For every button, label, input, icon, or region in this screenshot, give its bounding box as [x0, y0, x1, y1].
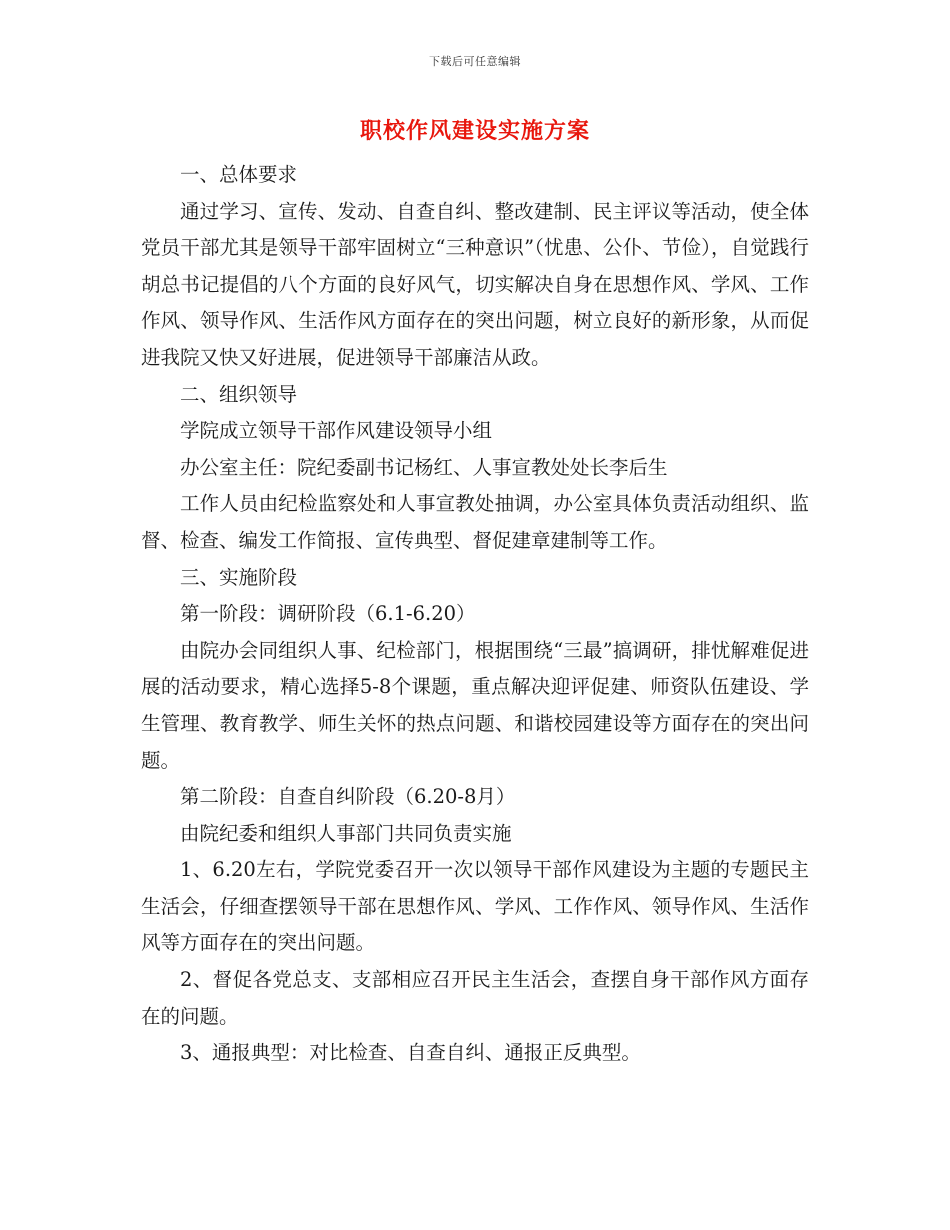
paragraph: 办公室主任：院纪委副书记杨红、人事宣教处处长李后生: [180, 455, 668, 479]
paragraph: 通过学习、宣传、发动、自查自纠、整改建制、民主评议等活动，使全体党员干部尤其是领导干部牢固树立“三种意识”（忧患、公仆、节俭），自觉践行胡总书记提倡的八个方面的良好风气，切实解决自身在思想作风、学风、工作作风、领导作风、生活作风方面存在的突出问题，树立良好的新形象，从而促进我院又快又好进展，促进领导干部廉洁从政。: [141, 199, 809, 369]
phase-heading: 第一阶段：调研阶段（6.1-6.20）: [180, 602, 476, 626]
paragraph: 由院纪委和组织人事部门共同负责实施: [180, 821, 512, 845]
paragraph: 由院办会同组织人事、纪检部门，根据围绕“三最”搞调研，排忧解难促进展的活动要求，精心选择5-8个课题，重点解决迎评促建、师资队伍建设、学生管理、教育教学、师生关怀的热点问题、和谐校园建设等方面存在的突出问题。: [141, 638, 809, 772]
document-title: 职校作风建设实施方案: [359, 118, 590, 144]
list-item: 1、6.20左右，学院党委召开一次以领导干部作风建设为主题的专题民主生活会，仔细查摆领导干部在思想作风、学风、工作作风、领导作风、生活作风等方面存在的突出问题。: [141, 858, 809, 955]
section-heading: 三、实施阶段: [180, 565, 298, 589]
phase-heading: 第二阶段：自查自纠阶段（6.20-8月）: [180, 785, 516, 809]
header-note: 下载后可任意编辑: [429, 55, 521, 68]
paragraph: 学院成立领导干部作风建设领导小组: [180, 419, 493, 443]
list-item: 3、通报典型：对比检查、自查自纠、通报正反典型。: [180, 1041, 641, 1065]
document-body: [141, 157, 809, 1072]
paragraph: 工作人员由纪检监察处和人事宣教处抽调，办公室具体负责活动组织、监督、检查、编发工作简报、宣传典型、督促建章建制等工作。: [141, 492, 809, 552]
section-heading: 二、组织领导: [180, 382, 298, 406]
list-item: 2、督促各党总支、支部相应召开民主生活会，查摆自身干部作风方面存在的问题。: [141, 968, 809, 1028]
section-heading: 一、总体要求: [180, 163, 298, 186]
